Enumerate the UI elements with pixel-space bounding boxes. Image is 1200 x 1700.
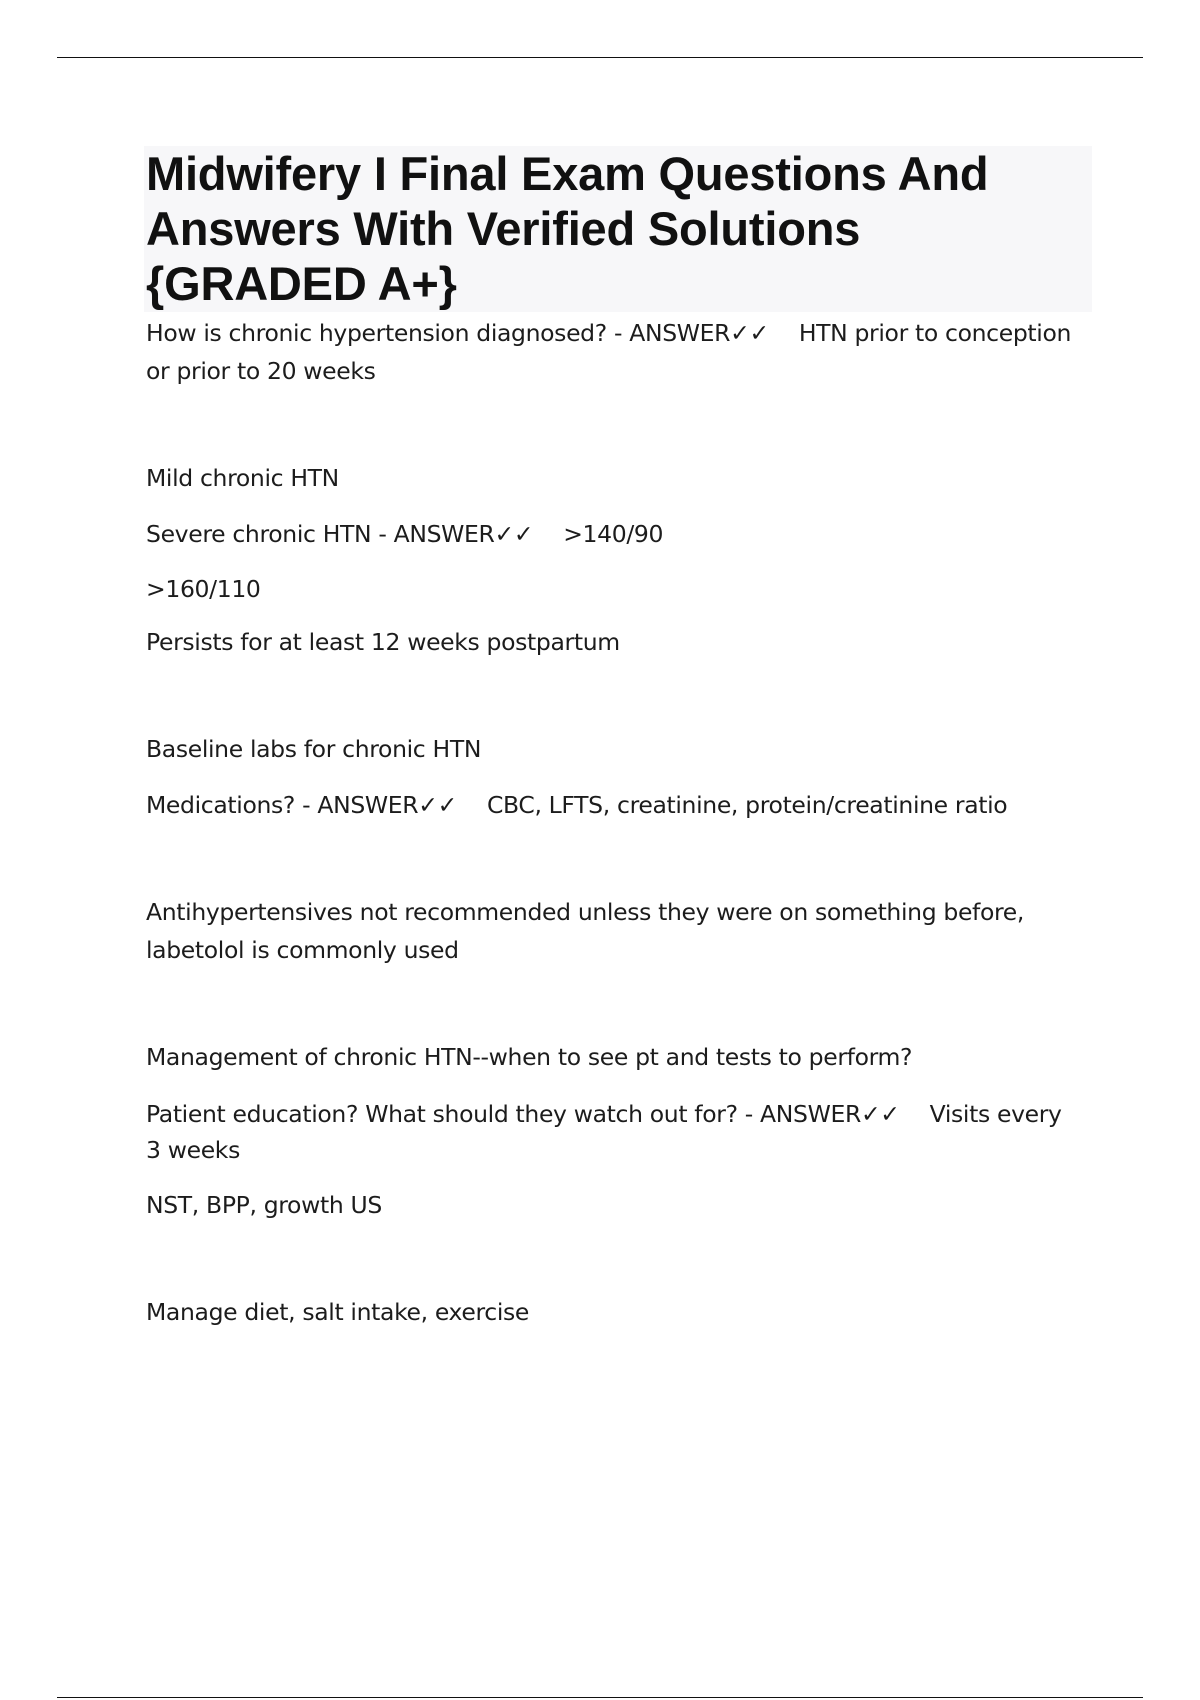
text-line-14: NST, BPP, growth US [146,1191,382,1219]
qa-line-12 [146,1095,1106,1133]
text-line-9: Antihypertensives not recommended unless they were on something before, [146,898,1025,926]
qa-line-4 [146,515,1106,553]
text-line-3: Mild chronic HTN [146,464,339,492]
answer-text: CBC, LFTS, creatinine, protein/creatinine ratio [486,791,1008,819]
text-line-2: or prior to 20 weeks [146,357,376,385]
qa-line-1 [146,314,1106,352]
text-line-15: Manage diet, salt intake, exercise [146,1298,530,1326]
text-line-7: Baseline labs for chronic HTN [146,735,482,763]
text-line-5: >160/110 [146,575,261,603]
top-rule [57,57,1143,58]
text-line-13: 3 weeks [146,1136,240,1164]
qa-line-8 [146,786,1106,824]
text-line-10: labetolol is commonly used [146,936,459,964]
title-line-3: {GRADED A+} [146,257,457,310]
text-line-11: Management of chronic HTN--when to see pt and tests to perform? [146,1043,913,1071]
bottom-rule [57,1697,1143,1698]
answer-text: Visits every [929,1100,1062,1128]
text-line-6: Persists for at least 12 weeks postpartum [146,628,620,656]
document-title [144,146,1092,311]
answer-text: HTN prior to conception [798,319,1072,347]
question-text: Severe chronic HTN - ANSWER✓✓ [146,520,534,548]
title-block [144,146,1092,312]
answer-text: >140/90 [563,520,664,548]
title-line-1: Midwifery I Final Exam Questions And [146,147,989,200]
question-text: Patient education? What should they watch out for? - ANSWER✓✓ [146,1100,900,1128]
question-text: How is chronic hypertension diagnosed? - ANSWER✓✓ [146,319,769,347]
title-line-2: Answers With Verified Solutions [146,202,861,255]
question-text: Medications? - ANSWER✓✓ [146,791,457,819]
